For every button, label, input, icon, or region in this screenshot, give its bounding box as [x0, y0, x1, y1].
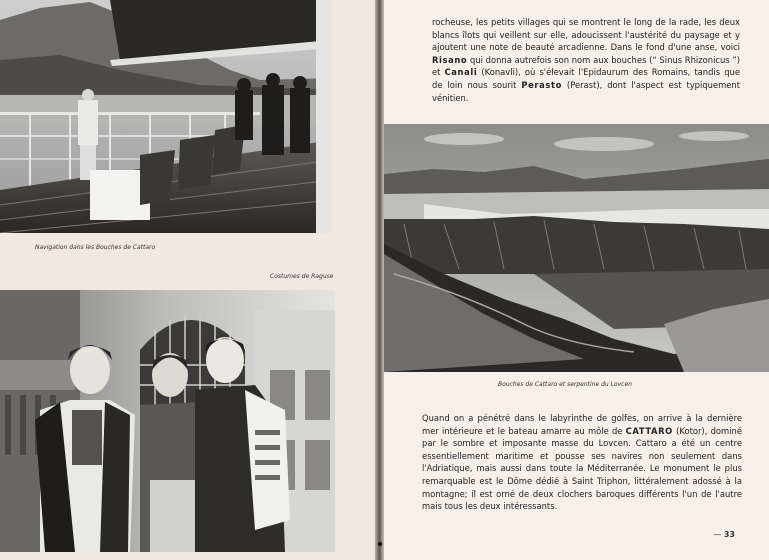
paragraph-upper: [432, 16, 740, 104]
left-page: [0, 0, 375, 560]
paragraph-upper-text-2: qui donna autrefois son nom aux bouches (“ Sinus Rhizonicus ”) et: [432, 54, 740, 78]
risano-name: Risano: [432, 54, 468, 65]
perasto-name: Perasto: [521, 79, 562, 90]
paragraph-upper-text-3: (Konavli), où s'élevait l'Epidaurum des Romains, tandis que de loin nous sourit: [432, 67, 740, 90]
page-number: — 33: [713, 530, 735, 539]
costumes-caption: Costumes de Raguse: [270, 273, 334, 280]
ship-deck-photo: [0, 0, 332, 233]
bay-panorama-photo: [384, 124, 769, 372]
paragraph-lower-text-1: Quand on a pénétré dans le labyrinthe de golfes, on arrive à la dernière mer intérieure et le bateau amarre au môle de: [422, 413, 742, 436]
costumes-photo: [0, 290, 335, 552]
paragraph-upper-text-1: rocheuse, les petits villages qui se montrent le long de la rade, les deux blancs îlots qui veillent sur elle, adoucissent l'austérité du paysage et y ajoutent une note de beauté arcadienne. Dans le fond d'une anse, voici: [432, 17, 740, 53]
bay-panorama-caption: Bouches de Cattaro et serpentine du Lovcen: [498, 381, 632, 388]
bay-panorama-illustration: [384, 124, 769, 372]
right-page: [384, 0, 769, 560]
paragraph-lower-text-2: (Kotor), dominé par le sombre et imposante masse du Lovcen. Cattaro a été un centre essentiellement maritime et pousse ses navires non seulement dans l'Adriatique, mais aussi dans toute la Méditerranée. Le monument le plus remarquable est le Dôme dédié à Saint Triphon, littéralement adossé à la montagne; il est orné de deux clochers baroques différents l'un de l'autre mais tous les deux intéressants.: [422, 425, 742, 512]
paragraph-upper-text-4: (Perast), dont l'aspect est typiquement vénitien.: [432, 79, 741, 103]
costumes-illustration: [0, 290, 335, 552]
cattaro-name: CATTARO: [625, 425, 673, 436]
canali-name: Canali: [444, 67, 478, 78]
ship-deck-caption: Navigation dans les Bouches de Cattaro: [35, 244, 156, 251]
spine-mark: [378, 542, 382, 546]
book-gutter: [375, 0, 384, 560]
paragraph-lower: [422, 412, 742, 513]
ship-deck-illustration: [0, 0, 332, 233]
